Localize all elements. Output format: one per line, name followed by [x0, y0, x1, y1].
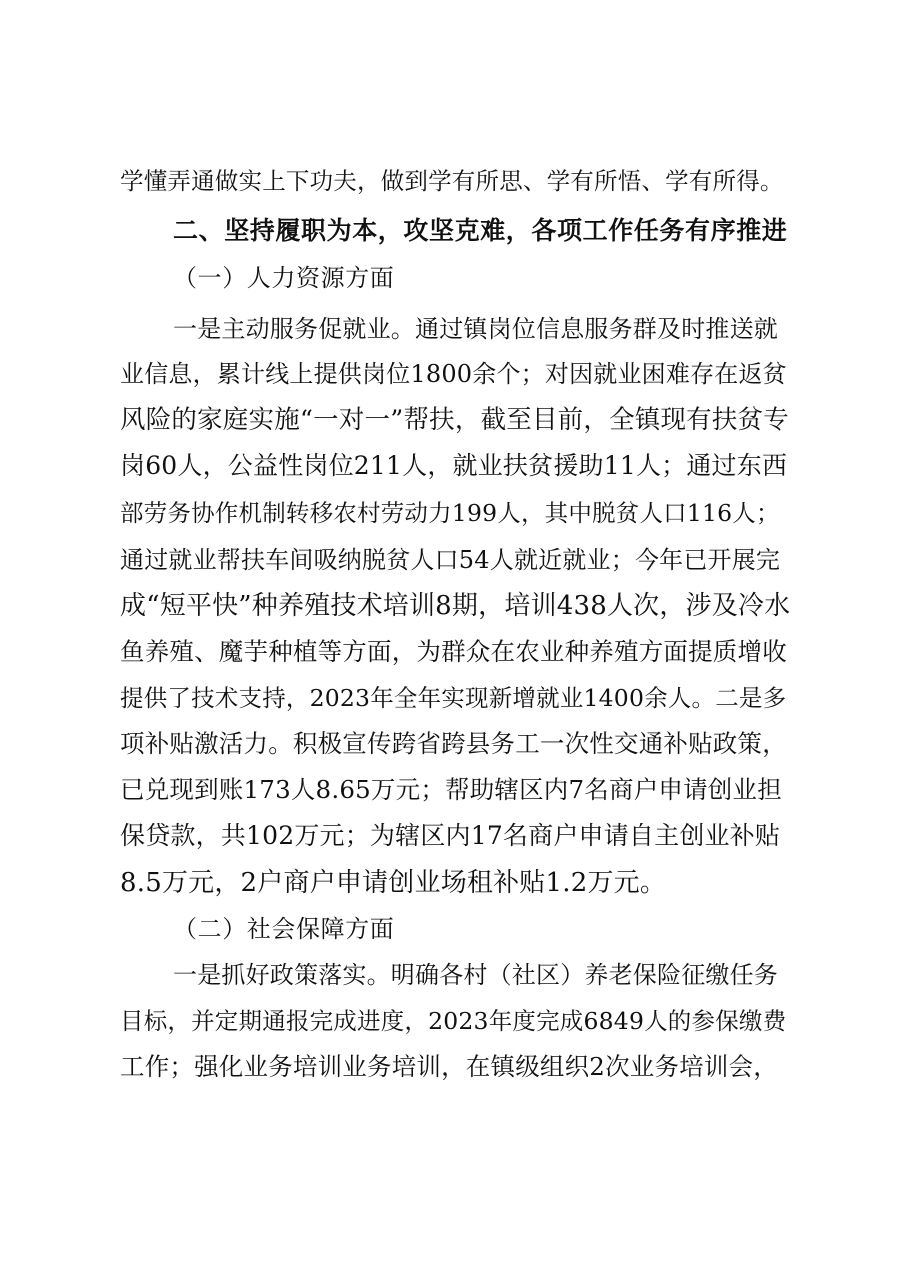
paragraph-line: 8.5万元，2户商户申请创业场租补贴1.2万元。 [120, 868, 667, 898]
paragraph-line: 成“短平快”种养殖技术培训8期，培训438人次，涉及冷水 [120, 591, 791, 621]
paragraph-line: 目标，并定期通报完成进度，2023年度完成6849人的参保缴费 [120, 1007, 787, 1035]
paragraph-line: 提供了技术支持，2023年全年实现新增就业1400余人。二是多 [120, 684, 787, 712]
paragraph-line: 风险的家庭实施“一对一”帮扶，截至目前，全镇现有扶贫专 [120, 405, 789, 435]
paragraph-line: 一是抓好政策落实。明确各村（社区）养老保险征缴任务 [173, 961, 778, 989]
paragraph-line: 一是主动服务促就业。通过镇岗位信息服务群及时推送就 [173, 315, 778, 343]
paragraph-line: 岗60人，公益性岗位211人，就业扶贫援助11人；通过东西 [120, 451, 788, 480]
paragraph-line: 鱼养殖、魔芋种植等方面，为群众在农业种养殖方面提质增收 [120, 637, 787, 666]
subsection-heading: （二）社会保障方面 [173, 915, 395, 943]
paragraph-line: 学懂弄通做实上下功夫，做到学有所思、学有所悟、学有所得。 [120, 167, 784, 195]
paragraph-line: 部劳务协作机制转移农村劳动力199人，其中脱贫人口116人； [120, 499, 780, 527]
paragraph-line: 通过就业帮扶车间吸纳脱贫人口54人就近就业；今年已开展完 [120, 546, 781, 574]
paragraph-line: 保贷款，共102万元；为辖区内17名商户申请自主创业补贴 [120, 821, 781, 850]
paragraph-line: 业信息，累计线上提供岗位1800余个；对因就业困难存在返贫 [120, 360, 787, 388]
paragraph-line: 项补贴激活力。积极宣传跨省跨县务工一次性交通补贴政策， [120, 729, 787, 758]
section-heading: 二、坚持履职为本，攻坚克难，各项工作任务有序推进 [173, 216, 788, 245]
subsection-heading: （一）人力资源方面 [173, 264, 395, 292]
paragraph-line: 已兑现到账173人8.65万元；帮助辖区内7名商户申请创业担 [120, 775, 782, 804]
paragraph-line: 工作；强化业务培训业务培训，在镇级组织2次业务培训会， [120, 1052, 778, 1081]
